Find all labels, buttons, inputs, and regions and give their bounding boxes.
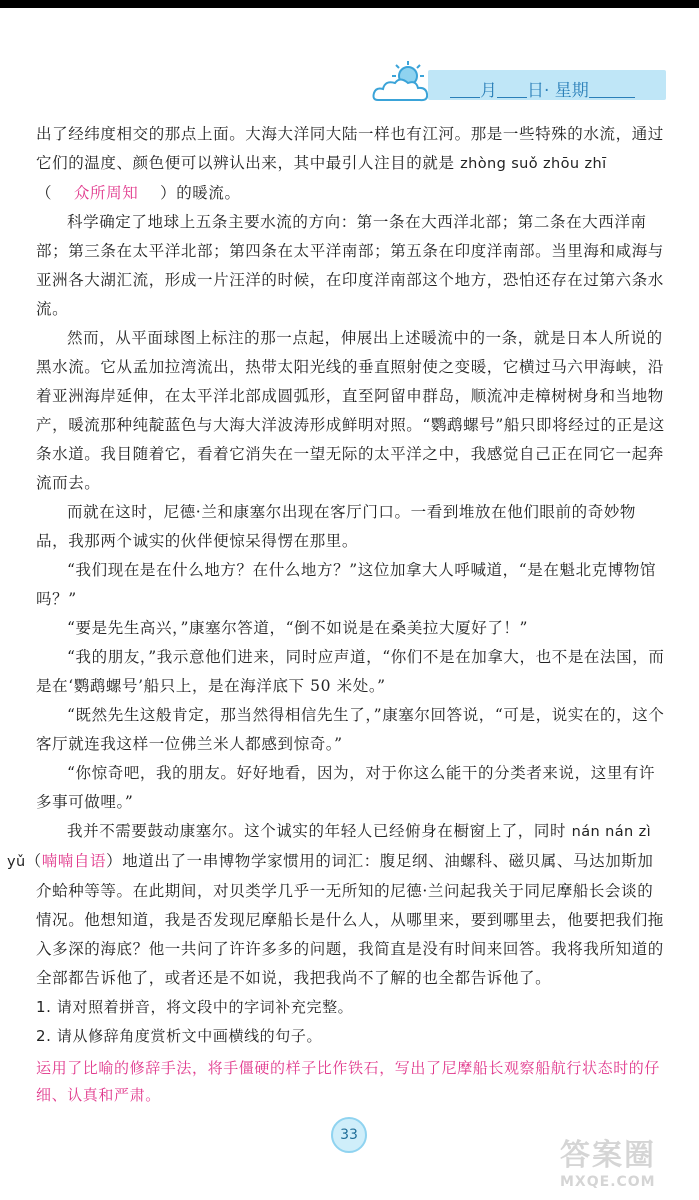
reading-passage — [7, 120, 668, 1109]
month-label: 月 — [480, 81, 497, 101]
paragraph-6: “要是先生高兴，”康塞尔答道，“倒不如说是在桑美拉大厦好了！” — [67, 619, 529, 637]
bracket-open: （ — [36, 184, 53, 202]
week-label: · 星期 — [544, 81, 589, 101]
day-blank[interactable] — [497, 83, 527, 98]
watermark-text: 答案圈 — [560, 1138, 656, 1173]
paragraph-8: “既然先生这般肯定，那当然得相信先生了，”康塞尔回答说，“可是，说实在的，这个客厅就连我这样一位佛兰米人都感到惊奇。” — [36, 706, 665, 753]
paragraph-5: “我们现在是在什么地方？在什么地方？”这位加拿大人呼喊道，“是在魁北克博物馆吗？” — [36, 561, 657, 608]
top-bar — [0, 0, 699, 8]
pinyin-hint: zhòng suǒ zhōu zhī — [460, 156, 607, 172]
paragraph-text: 我并不需要鼓动康塞尔。这个诚实的年轻人已经俯身在橱窗上了，同时 — [67, 822, 572, 840]
paragraph-text: ）地道出了一串博物学家惯用的词汇：腹足纲、油螺科、磁贝属、马达加斯加介蛤种等等。在此期间，对贝类学几乎一无所知的尼德·兰问起我关于同尼摩船长会谈的情况。他想知道，我是否发现尼摩船长是什么人，从哪里来，要到哪里去，他要把我们拖入多深的海底？他一共问了许许多多的问题，我简直是没有时间来回答。我将我所知道的全部都告诉他了，或者还是不如说，我把我尚不了解的也全都告诉他了。 — [36, 852, 664, 987]
paragraph-2: 科学确定了地球上五条主要水流的方向：第一条在大西洋北部；第二条在大西洋南部；第三条在太平洋北部；第四条在太平洋南部；第五条在印度洋南部。当里海和咸海与亚洲各大湖汇流，形成一片汪洋的时候，在印度洋南部这个地方，恐怕还存在过第六条水流。 — [36, 213, 664, 318]
question-2: 2. 请从修辞角度赏析文中画横线的句子。 — [36, 1027, 323, 1045]
paragraph-3: 然而，从平面球图上标注的那一点起，伸展出上述暖流中的一条，就是日本人所说的黑水流。它从孟加拉湾流出，热带太阳光线的垂直照射使之变暖，它横过马六甲海峡，沿着亚洲海岸延伸，在太平洋北部成圆弧形，直至阿留申群岛，顺流冲走樟树树身和当地物产，暖流那种纯靛蓝色与大海大洋波涛形成鲜明对照。“鹦鹉螺号”船只即将经过的正是这条水道。我目随着它，看着它消失在一望无际的太平洋之中，我感觉自己正在同它一起奔流而去。 — [36, 329, 665, 492]
paragraph-9: “你惊奇吧，我的朋友。好好地看，因为，对于你这么能干的分类者来说，这里有许多事可做哩。” — [36, 764, 656, 811]
paragraph-10 — [7, 817, 668, 993]
pinyin-hint: nán nán zì — [571, 824, 652, 840]
week-blank[interactable] — [589, 83, 635, 98]
bracket-open: （ — [25, 852, 42, 870]
day-label: 日 — [527, 81, 544, 101]
month-blank[interactable] — [450, 83, 480, 98]
date-field — [450, 76, 635, 101]
paragraph-1 — [36, 120, 668, 208]
paragraph-4: 而就在这时，尼德·兰和康塞尔出现在客厅门口。一看到堆放在他们眼前的奇妙物品，我那两个诚实的伙伴便惊呆得愣在那里。 — [36, 503, 637, 550]
answer-blank-1[interactable]: 众所周知 — [73, 184, 139, 202]
pinyin-hint: yǔ — [7, 854, 26, 870]
watermark-logo — [560, 1130, 690, 1190]
answer-2[interactable]: 运用了比喻的修辞手法，将手僵硬的样子比作铁石，写出了尼摩船长观察船航行状态时的仔细、认真和严肃。 — [36, 1059, 661, 1104]
paragraph-text: 出了经纬度相交的那点上面。大海大洋同大陆一样也有江河。那是一些特殊的水流，通过它们的温度、颜色便可以辨认出来，其中最引人注目的就是 — [36, 125, 664, 172]
watermark-url: MXQE.COM — [560, 1174, 656, 1190]
question-1: 1. 请对照着拼音，将文段中的字词补充完整。 — [36, 998, 354, 1016]
paragraph-text: ）的暖流。 — [160, 184, 241, 202]
page-number: 33 — [331, 1117, 367, 1153]
answer-blank-2[interactable]: 喃喃自语 — [41, 852, 107, 870]
paragraph-7: “我的朋友，”我示意他们进来，同时应声道，“你们不是在加拿大，也不是在法国，而是在‘鹦鹉螺号’船只上，是在海洋底下 50 米处。” — [36, 648, 665, 695]
